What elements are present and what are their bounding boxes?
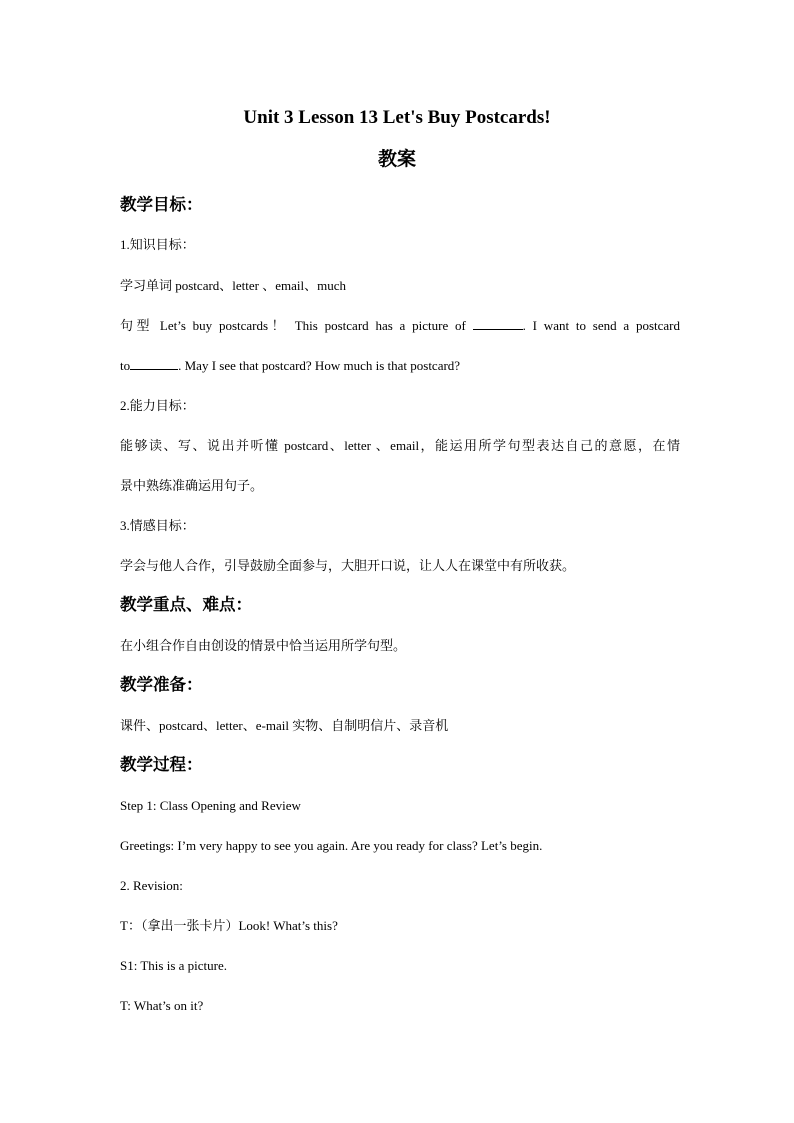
fill-in-blank: [130, 357, 178, 370]
preparation-line: 课件、postcard、letter、e-mail 实物、自制明信片、录音机: [120, 718, 449, 733]
ability-objective-line-2: 景中熟练准确运用句子。: [120, 478, 264, 493]
sentence-pattern-line-2: [120, 356, 680, 376]
document-title: Unit 3 Lesson 13 Let's Buy Postcards!: [243, 107, 551, 128]
sentence-pattern-text-c: to: [120, 358, 131, 373]
teacher-line-2: T: What’s on it?: [120, 998, 204, 1013]
emotion-objective-line: 学会与他人合作，引导鼓励全面参与，大胆开口说，让人人在课堂中有所收获。: [120, 558, 576, 573]
sentence-pattern-line-1: [120, 316, 680, 336]
key-points-heading: 教学重点、难点：: [120, 595, 252, 614]
step-1-line: Step 1: Class Opening and Review: [120, 798, 301, 813]
preparation-heading: 教学准备：: [120, 675, 203, 694]
document-subtitle: 教案: [377, 149, 416, 170]
sentence-pattern-text-d: . May I see that postcard? How much is that postcard?: [178, 358, 461, 373]
ability-objective-label: 2.能力目标：: [120, 398, 195, 413]
greetings-line: Greetings: I’m very happy to see you again. Are you ready for class? Let’s begin.: [120, 838, 543, 853]
objectives-heading: 教学目标：: [120, 195, 203, 214]
sentence-pattern-text-b: . I want to send a postcard: [522, 318, 680, 333]
emotion-objective-label: 3.情感目标：: [120, 518, 195, 533]
knowledge-objective-label: 1.知识目标：: [120, 237, 195, 252]
process-heading: 教学过程：: [120, 755, 203, 774]
teacher-line-1: T：（拿出一张卡片）Look! What’s this?: [120, 918, 338, 933]
sentence-pattern-text-a: 句型 Let’s buy postcards！ This postcard has a picture of: [120, 318, 473, 333]
key-points-line: 在小组合作自由创设的情景中恰当运用所学句型。: [120, 638, 407, 653]
fill-in-blank: [473, 317, 523, 330]
ability-objective-line-1: 能够读、写、说出并听懂 postcard、letter 、email，能运用所学句型表达自己的意愿，在情: [120, 438, 680, 453]
student-line-1: S1: This is a picture.: [120, 958, 228, 973]
revision-line: 2. Revision:: [120, 878, 183, 893]
vocabulary-line: 学习单词 postcard、letter 、email、much: [120, 278, 347, 293]
